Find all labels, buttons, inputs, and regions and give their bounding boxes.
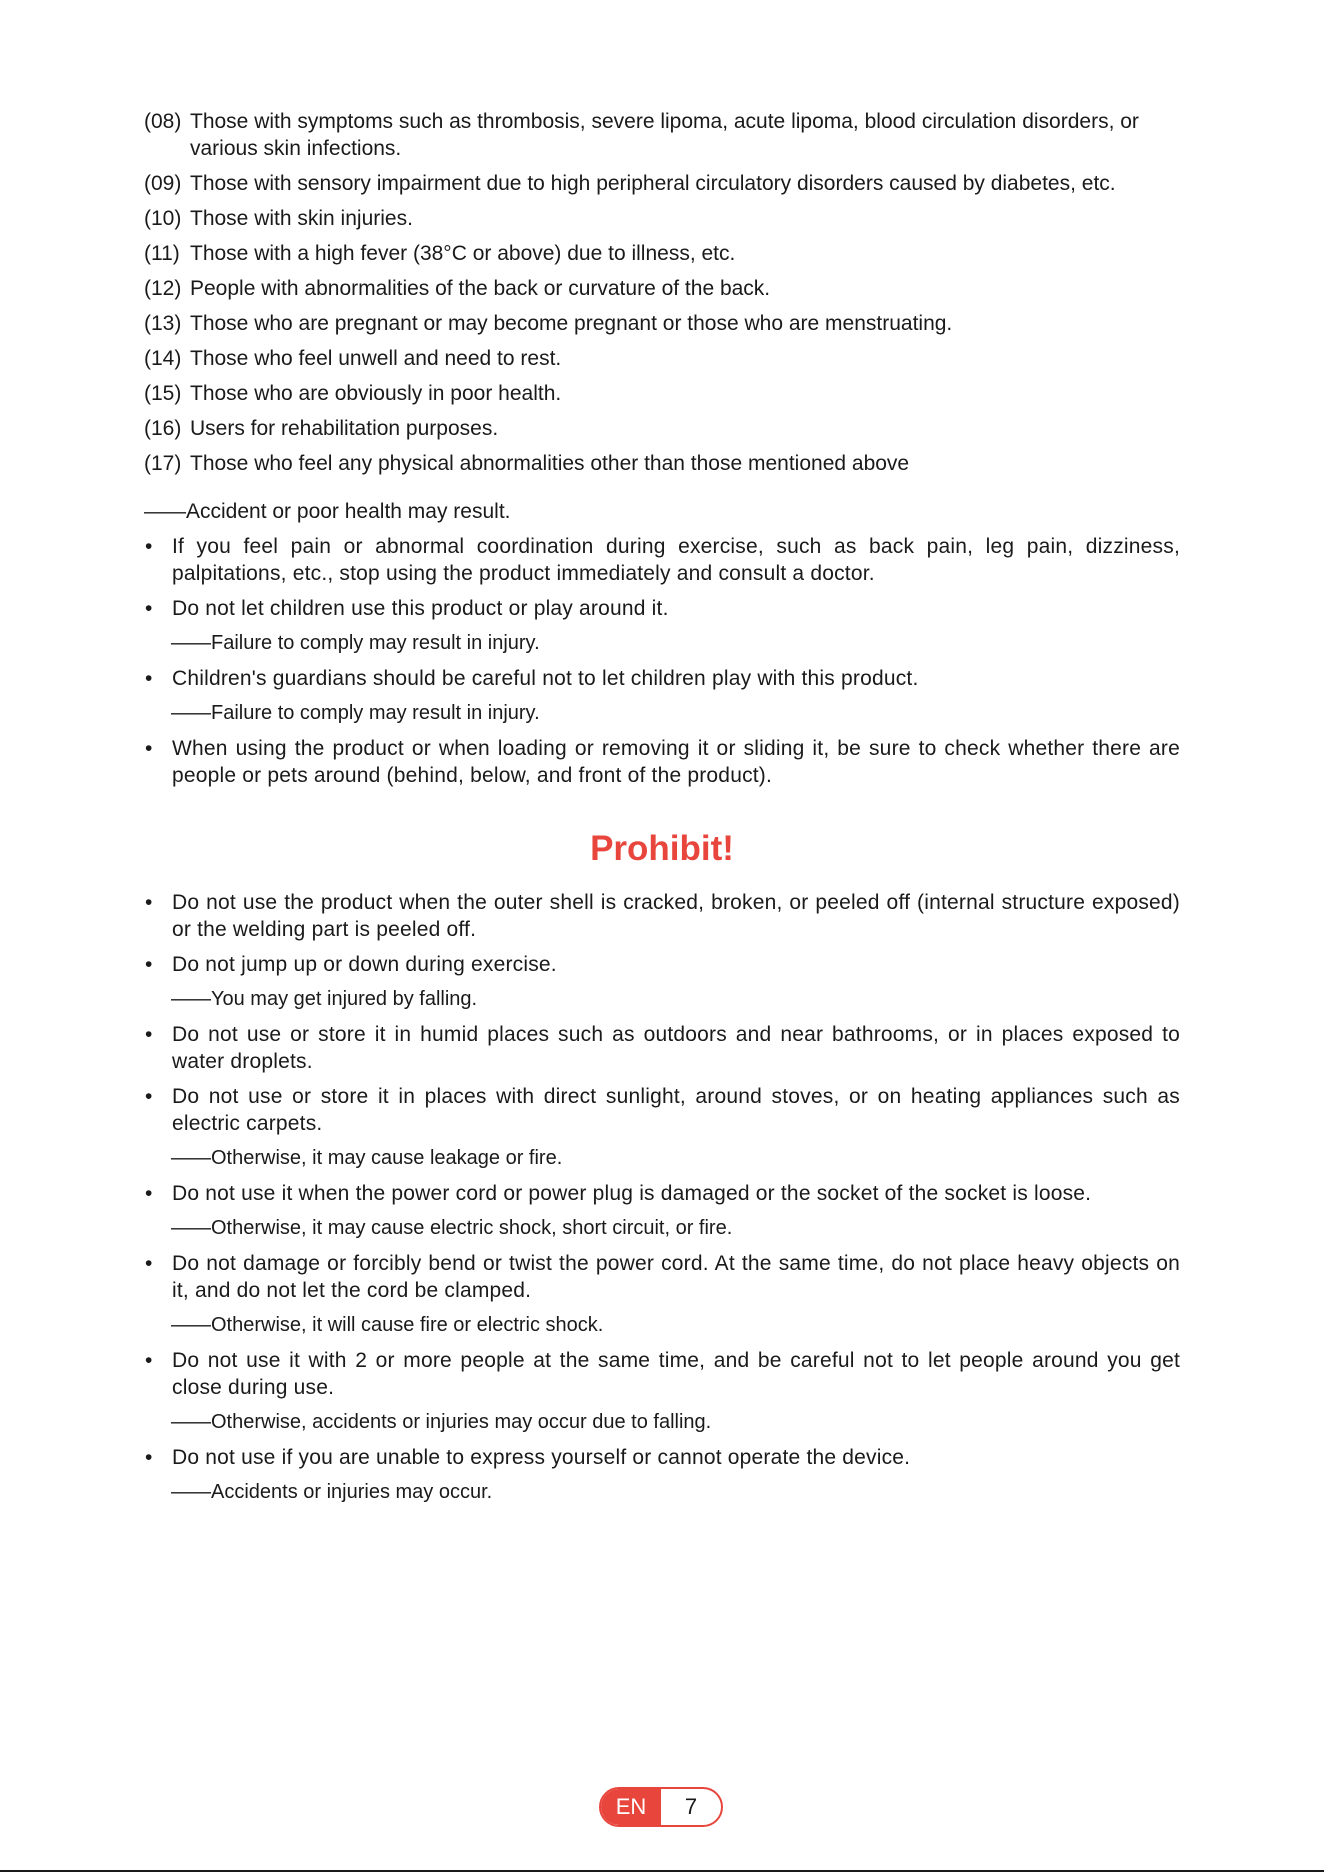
caution-text: Do not let children use this product or play around it.: [172, 597, 669, 620]
bullet-icon: •: [145, 667, 153, 690]
bullet-icon: •: [145, 597, 153, 620]
item-number: (08): [144, 110, 182, 133]
prohibit-note: ——Otherwise, it may cause leakage or fire.: [171, 1147, 563, 1169]
prohibit-text: Do not use it when the power cord or power plug is damaged or the socket of the socket is loose.: [172, 1182, 1092, 1205]
item-text: Those who are pregnant or may become pregnant or those who are menstruating.: [190, 312, 953, 335]
caution-text: Children's guardians should be careful not to let children play with this product.: [172, 667, 919, 690]
prohibit-item: [144, 1021, 1180, 1075]
prohibit-list: [144, 889, 1180, 1506]
caution-item: [144, 533, 1180, 587]
prohibit-text: Do not use if you are unable to express yourself or cannot operate the device.: [172, 1446, 911, 1469]
item-text: Those with a high fever (38°C or above) due to illness, etc.: [190, 242, 736, 265]
item-number: (17): [144, 452, 182, 475]
list-item: [144, 450, 1180, 477]
item-text: Users for rehabilitation purposes.: [190, 417, 499, 440]
bullet-icon: •: [145, 891, 153, 914]
page-number: 7: [684, 1794, 698, 1819]
prohibit-text: Do not use the product when the outer shell is cracked, broken, or peeled off (internal structure exposed) or the welding part is peeled off.: [172, 891, 1180, 941]
item-text: Those who feel unwell and need to rest.: [190, 347, 562, 370]
item-number: (13): [144, 312, 182, 335]
prohibit-note: ——Accidents or injuries may occur.: [171, 1481, 493, 1503]
item-text: Those with skin injuries.: [190, 207, 413, 230]
prohibit-text: Do not jump up or down during exercise.: [172, 953, 557, 976]
caution-text: If you feel pain or abnormal coordination during exercise, such as back pain, leg pain, dizziness, palpitations, etc., stop using the product immediately and consult a doctor.: [172, 535, 1180, 585]
bullet-icon: •: [145, 1349, 153, 1372]
prohibit-note: ——Otherwise, it will cause fire or electric shock.: [171, 1314, 604, 1336]
caution-item: [144, 735, 1180, 789]
prohibit-text: Do not use or store it in humid places such as outdoors and near bathrooms, or in places exposed to water droplets.: [172, 1023, 1180, 1073]
language-label: EN: [601, 1789, 661, 1825]
bullet-icon: •: [145, 953, 153, 976]
result-note: ——Accident or poor health may result.: [144, 500, 511, 523]
item-text: Those with sensory impairment due to high peripheral circulatory disorders caused by diabetes, etc.: [190, 172, 1116, 195]
caution-note: ——Failure to comply may result in injury.: [171, 632, 540, 654]
item-text: People with abnormalities of the back or curvature of the back.: [190, 277, 771, 300]
prohibit-note: ——Otherwise, it may cause electric shock, short circuit, or fire.: [171, 1217, 733, 1239]
bullet-icon: •: [145, 1446, 153, 1469]
item-number: (09): [144, 172, 182, 195]
caution-item: [144, 595, 1180, 657]
bullet-icon: •: [145, 737, 153, 760]
caution-text: When using the product or when loading or removing it or sliding it, be sure to check whether there are people or pets around (behind, below, and front of the product).: [172, 737, 1180, 787]
prohibit-item: [144, 1180, 1180, 1242]
list-item: [144, 310, 1180, 337]
prohibit-text: Do not use or store it in places with direct sunlight, around stoves, or on heating appliances such as electric carpets.: [172, 1085, 1180, 1135]
prohibit-item: [144, 1250, 1180, 1339]
item-number: (14): [144, 347, 182, 370]
list-item: [144, 205, 1180, 232]
list-item: [144, 108, 1180, 162]
item-number: (15): [144, 382, 182, 405]
bullet-icon: •: [145, 1182, 153, 1205]
list-item: [144, 380, 1180, 407]
prohibit-note: ——You may get injured by falling.: [171, 988, 478, 1010]
item-number: (11): [144, 242, 180, 265]
prohibit-item: [144, 1444, 1180, 1506]
item-text: Those with symptoms such as thrombosis, severe lipoma, acute lipoma, blood circulation disorders, or various skin infections.: [190, 110, 1139, 160]
prohibit-item: [144, 1347, 1180, 1436]
list-item: [144, 240, 1180, 267]
page-number-badge: [599, 1787, 723, 1827]
contraindication-list: [144, 108, 1180, 477]
caution-note: ——Failure to comply may result in injury.: [171, 702, 540, 724]
caution-list: [144, 533, 1180, 789]
prohibit-item: [144, 951, 1180, 1013]
prohibit-item: [144, 889, 1180, 943]
prohibit-text: Do not use it with 2 or more people at the same time, and be careful not to let people around you get close during use.: [172, 1349, 1180, 1399]
bullet-icon: •: [145, 1085, 153, 1108]
list-item: [144, 170, 1180, 197]
prohibit-text: Do not damage or forcibly bend or twist the power cord. At the same time, do not place heavy objects on it, and do not let the cord be clamped.: [172, 1252, 1180, 1302]
list-item: [144, 345, 1180, 372]
prohibit-note: ——Otherwise, accidents or injuries may occur due to falling.: [171, 1411, 712, 1433]
list-item: [144, 415, 1180, 442]
list-item: [144, 275, 1180, 302]
bullet-icon: •: [145, 1023, 153, 1046]
bullet-icon: •: [145, 1252, 153, 1275]
prohibit-item: [144, 1083, 1180, 1172]
caution-item: [144, 665, 1180, 727]
item-text: Those who are obviously in poor health.: [190, 382, 562, 405]
item-text: Those who feel any physical abnormalities other than those mentioned above: [190, 452, 910, 475]
item-number: (10): [144, 207, 182, 230]
manual-page: [144, 108, 1180, 1514]
item-number: (16): [144, 417, 182, 440]
prohibit-heading: Prohibit!: [590, 829, 734, 868]
bullet-icon: •: [145, 535, 153, 558]
item-number: (12): [144, 277, 182, 300]
